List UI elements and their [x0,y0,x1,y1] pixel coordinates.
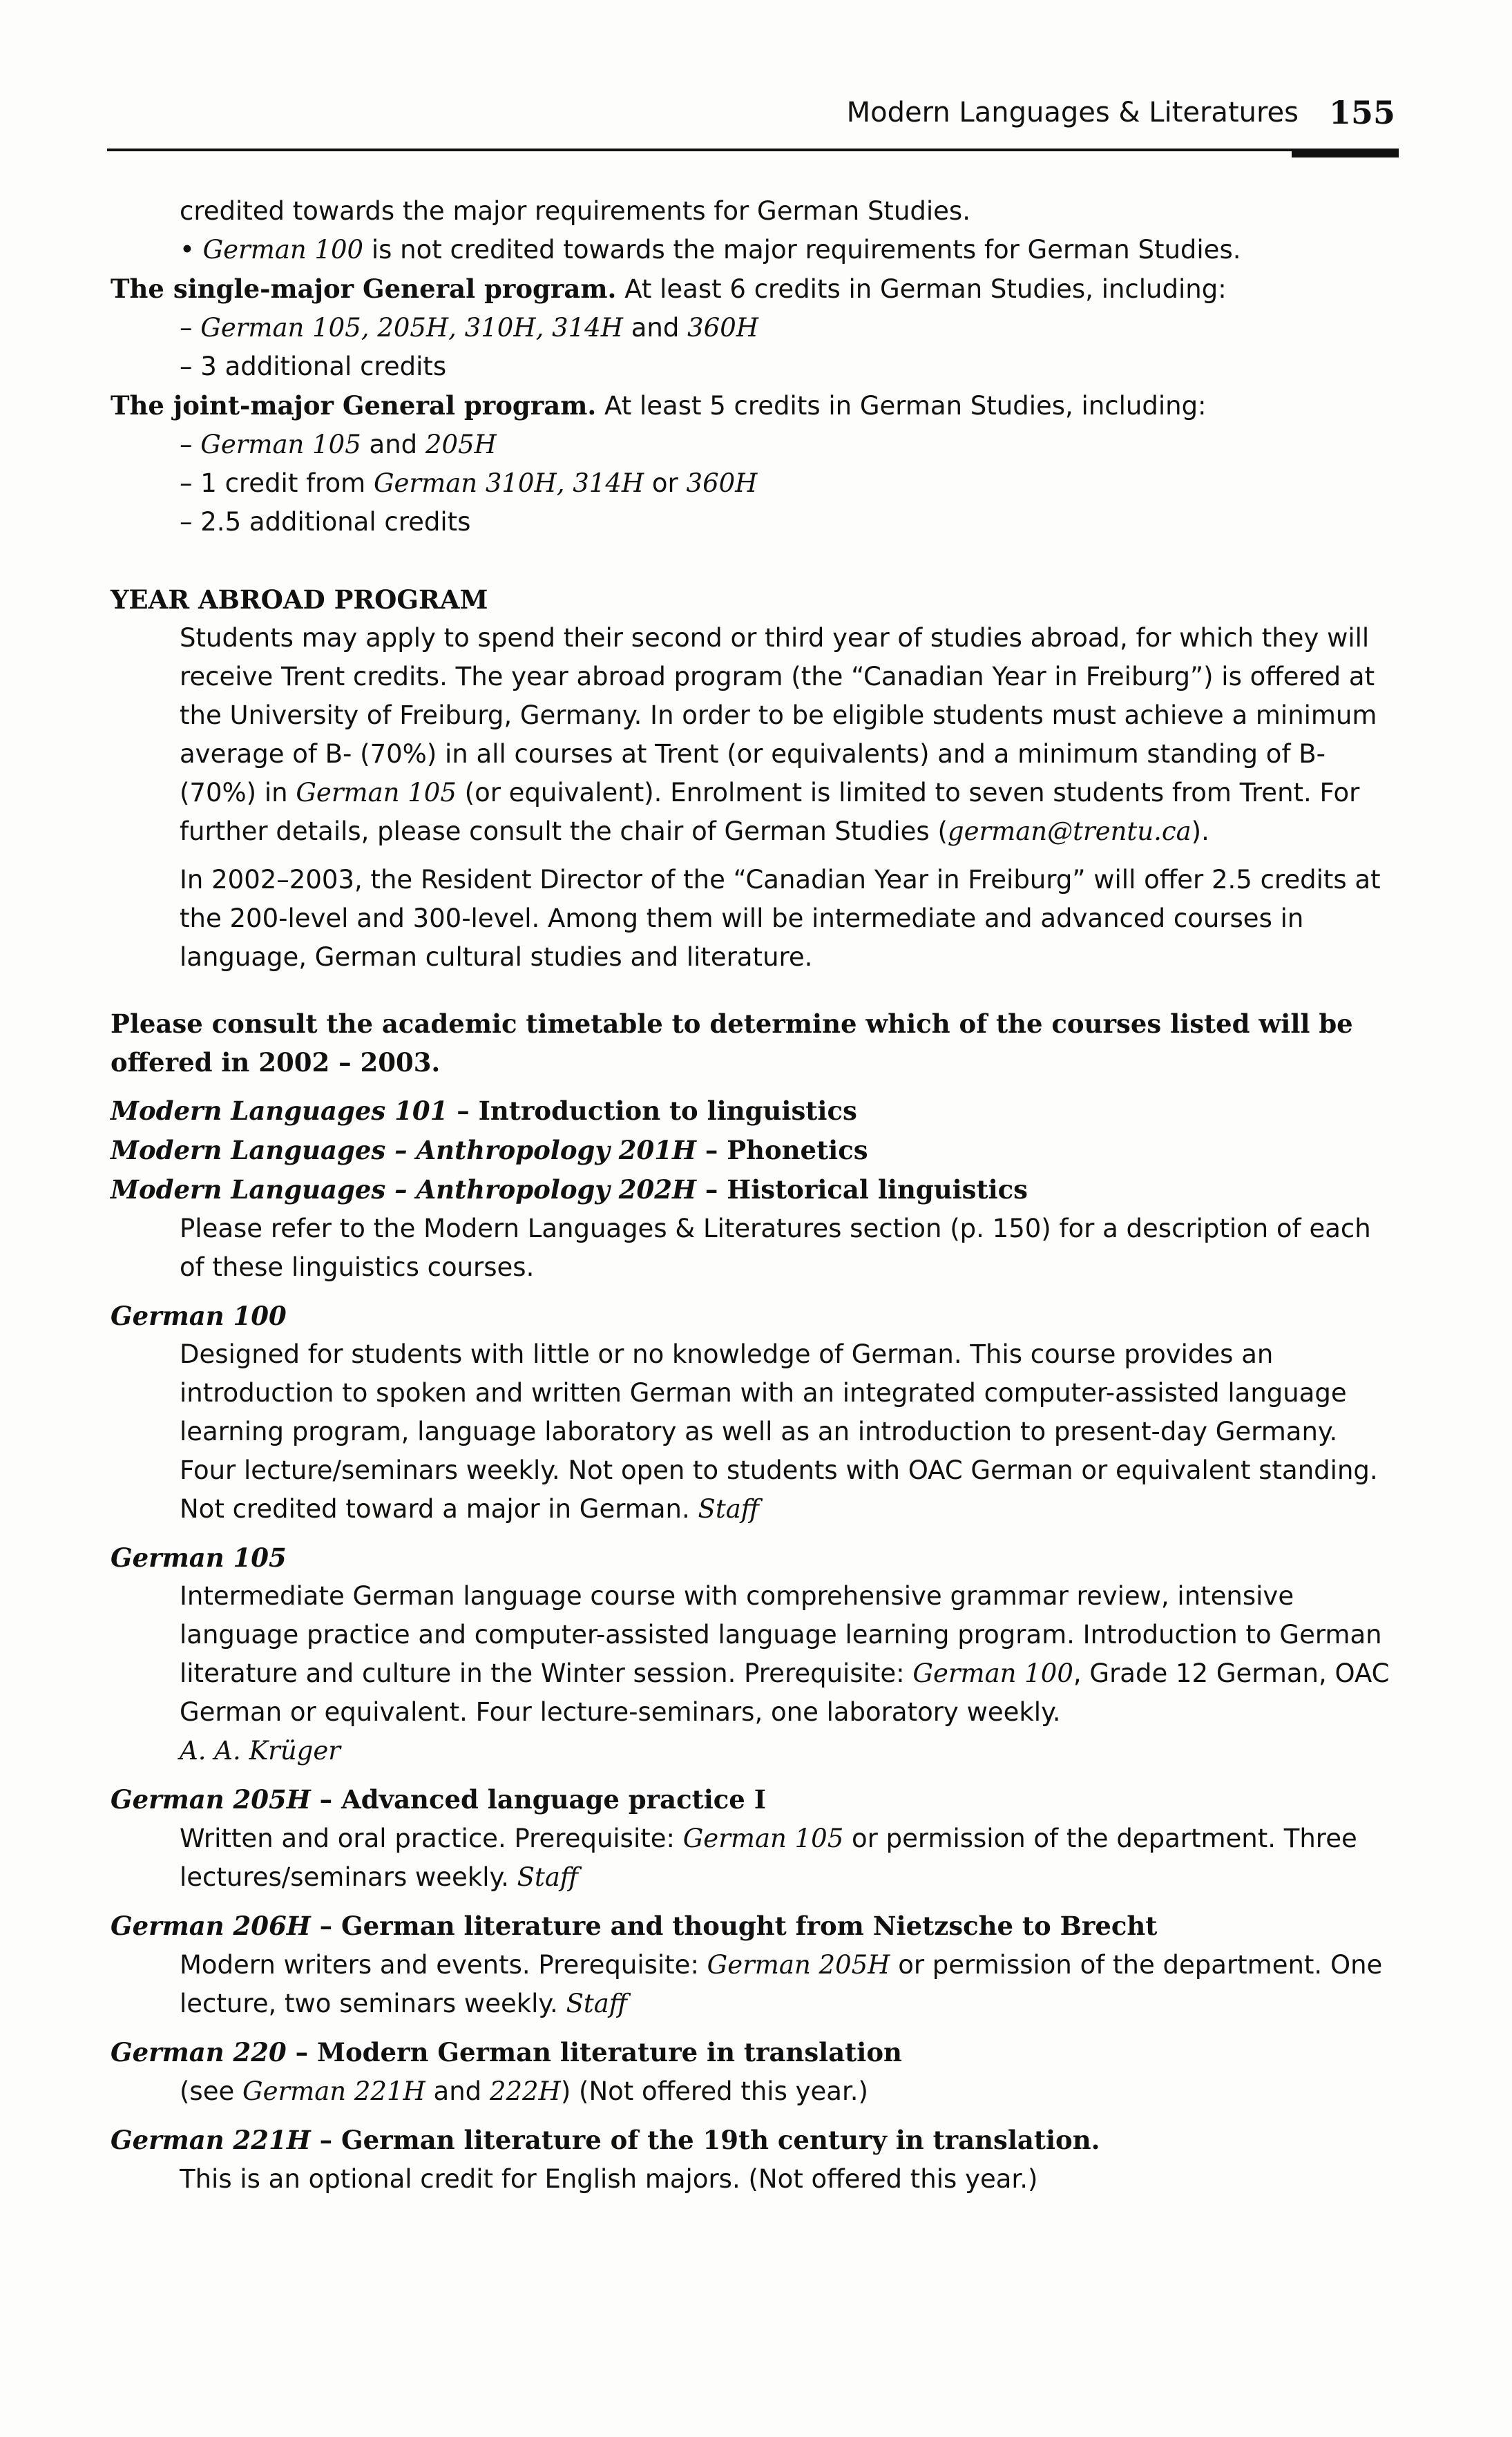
course-desc: (see [180,2076,243,2106]
para-text: Students may apply to spend their second or third year of studies abroad, for which they will receive Trent credits. The year abroad program (the “Canadian Year in Freiburg”) is offered at the University of Freiburg, Germany. In order to be eligible students must achieve a minimum average of B- (70%) in all courses at Trent (or equivalents) and a minimum standing of B- (70%) in [180,623,1377,807]
consult-notice: Please consult the academic timetable to determine which of the courses listed will be offered in 2002 – 2003. [111,1009,1353,1078]
course-code: German 206H [111,1911,311,1941]
bullet-text: is not credited towards the major requirements for German Studies. [363,235,1241,265]
course-g100-desc [111,1335,1395,1529]
page-header [104,94,1395,138]
course-desc: , Grade 12 German, OAC German or equivalent. Four lecture-seminars, one laboratory weekly. [180,1659,1390,1727]
instructor: Staff [566,1989,628,2018]
single-major-label: The single-major General program. [111,274,617,304]
course-code: German 221H [111,2125,311,2155]
email-link[interactable]: german@trentu.ca [947,816,1192,846]
joint-major-label: The joint-major General program. [111,390,597,421]
course-ref: German 100 [202,235,364,265]
course-desc: ) (Not offered this year.) [560,2076,868,2106]
course-ref: German 105 [200,430,361,459]
year-abroad-para-1 [111,619,1395,851]
course-code: Modern Languages – Anthropology 201H [111,1135,696,1165]
course-g105-desc [111,1577,1395,1732]
course-desc: Written and oral practice. Prerequisite: [180,1824,683,1853]
course-title: – Historical linguistics [696,1174,1028,1205]
course-ref: German 105, 205H, 310H, 314H [200,313,623,343]
course-ref: German 105 [296,778,457,807]
joint-major-para [111,386,1395,426]
course-ref: 360H [686,468,758,498]
year-abroad-heading: YEAR ABROAD PROGRAM [111,584,488,615]
intro-line: credited towards the major requirements for German Studies. [180,196,970,226]
header-rule [107,149,1399,151]
conj: and [425,2076,490,2106]
single-major-item-2: – 3 additional credits [180,352,447,381]
course-g205h [111,1780,1395,1819]
course-ref: German 310H, 314H [373,468,644,498]
item-prefix: – 1 credit from [180,468,374,498]
joint-major-item-1 [111,426,1395,464]
course-ml202h [111,1170,1395,1210]
course-desc: Modern writers and events. Prerequisite: [180,1950,707,1980]
course-code: Modern Languages 101 [111,1096,448,1126]
course-ref: 222H [489,2076,561,2106]
course-g100-code: German 100 [111,1301,287,1331]
course-title: – Phonetics [696,1135,868,1165]
course-code: German 205H [111,1784,311,1815]
item-prefix: – [180,430,201,459]
single-major-item-1 [111,309,1395,347]
instructor: Staff [517,1862,579,1892]
item-prefix: – [180,313,201,343]
page-content [111,192,1395,2199]
joint-major-item-2 [111,464,1395,503]
course-g105-code: German 105 [111,1542,287,1573]
course-ml201h [111,1131,1395,1170]
conj: or [644,468,687,498]
course-g105-instructor: A. A. Krüger [180,1736,341,1766]
instructor: Staff [698,1494,759,1524]
year-abroad-para-2: In 2002–2003, the Resident Director of the “Canadian Year in Freiburg” will offer 2.5 credits at the 200-level and 300-level. Among them will be intermediate and advanced courses in language, German cultural studies and literature. [180,865,1381,972]
course-ref: German 105 [682,1824,844,1853]
linguistics-desc: Please refer to the Modern Languages & Literatures section (p. 150) for a description of each of these linguistics courses. [180,1214,1371,1282]
course-ref: 360H [687,313,759,343]
course-ref: German 205H [707,1950,890,1980]
course-ml101 [111,1091,1395,1131]
course-ref: German 100 [912,1659,1073,1688]
course-desc: or permission of the department. Three lectures/seminars weekly. [180,1824,1357,1892]
running-head: Modern Languages & Literatures [846,97,1299,128]
joint-major-item-3: – 2.5 additional credits [180,507,471,537]
course-title: – German literature and thought from Nietzsche to Brecht [310,1911,1158,1941]
course-title: – Advanced language practice I [310,1784,767,1815]
single-major-text: At least 6 credits in German Studies, including: [616,274,1227,304]
header-rule-tab [1292,151,1399,157]
course-g221h [111,2121,1395,2160]
course-desc: or permission of the department. One lecture, two seminars weekly. [180,1950,1383,2018]
course-desc: Intermediate German language course with comprehensive grammar review, intensive language practice and computer-assisted language learning program. Introduction to German literature and culture in the Winter session. Prerequisite: [180,1581,1382,1688]
para-text: (or equivalent). Enrolment is limited to seven students from Trent. For further details, please consult the chair of German Studies ( [180,778,1360,846]
course-title: – Modern German literature in translation [286,2037,902,2067]
course-g221h-desc: This is an optional credit for English majors. (Not offered this year.) [180,2164,1038,2194]
course-desc: Designed for students with little or no knowledge of German. This course provides an introduction to spoken and written German with an integrated computer-assisted language learning program, language laboratory as well as an introduction to present-day Germany. Four lecture/seminars weekly. Not open to students with OAC German or equivalent standing. Not credited toward a major in German. [180,1339,1378,1524]
course-g206h [111,1906,1395,1946]
course-ref: 205H [425,430,497,459]
joint-major-text: At least 5 credits in German Studies, including: [596,391,1207,421]
conj: and [623,313,688,343]
course-code: German 220 [111,2037,287,2067]
course-g205h-desc [111,1819,1395,1897]
course-code: Modern Languages – Anthropology 202H [111,1174,696,1205]
para-text: ). [1191,816,1209,846]
course-g220-desc [111,2072,1395,2111]
course-g220 [111,2033,1395,2072]
page-number: 155 [1328,94,1395,131]
course-ref: German 221H [242,2076,425,2106]
course-title: – Introduction to linguistics [448,1096,857,1126]
intro-bullet: • German 100 is not credited towards the major requirements for German Studies. [180,235,1241,265]
single-major-para [111,269,1395,309]
course-g206h-desc [111,1946,1395,2023]
conj: and [361,430,425,459]
course-title: – German literature of the 19th century in translation. [310,2125,1100,2155]
